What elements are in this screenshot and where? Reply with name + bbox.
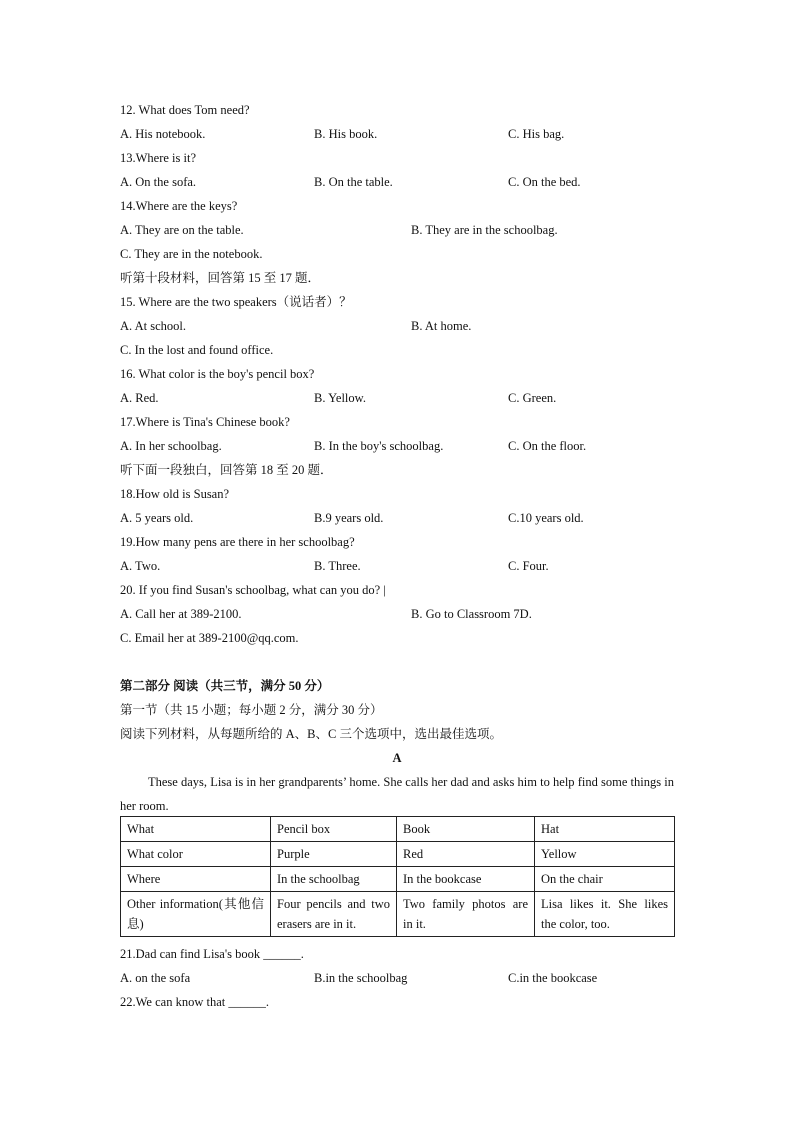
option-c: C.in the bookcase xyxy=(508,971,598,985)
option-a: A. On the sofa. xyxy=(120,175,197,189)
passage-label: A xyxy=(392,751,402,765)
option-a: A. At school. xyxy=(120,319,186,333)
question-18: 18.How old is Susan? xyxy=(120,487,230,501)
option-b: B.in the schoolbag xyxy=(314,971,408,985)
table-cell: Red xyxy=(397,842,535,867)
table-cell: Lisa likes it. She likes the color, too. xyxy=(535,892,675,937)
question-21: 21.Dad can find Lisa's book ______. xyxy=(120,947,304,961)
table-cell: Hat xyxy=(535,817,675,842)
option-a: A. Red. xyxy=(120,391,159,405)
option-c: C. Green. xyxy=(508,391,557,405)
option-a: A. His notebook. xyxy=(120,127,206,141)
listening-instruction-monologue: 听下面一段独白，回答第 18 至 20 题． xyxy=(120,463,333,477)
option-c: C. They are in the notebook. xyxy=(120,247,263,261)
question-17: 17.Where is Tina's Chinese book? xyxy=(120,415,290,429)
passage-text xyxy=(120,770,674,818)
part-2-heading: 第二部分 阅读（共三节，满分 50 分） xyxy=(120,679,330,693)
table-row xyxy=(121,867,675,892)
option-c: C. In the lost and found office. xyxy=(120,343,274,357)
table-cell: Two family photos are in it. xyxy=(397,892,535,937)
question-16: 16. What color is the boy's pencil box? xyxy=(120,367,315,381)
option-a: A. Two. xyxy=(120,559,161,573)
table-cell: On the chair xyxy=(535,867,675,892)
option-a: A. on the sofa xyxy=(120,971,191,985)
passage-paragraph: These days, Lisa is in her grandparents’ home. She calls her dad and asks him to help find some things in her room. xyxy=(120,775,674,813)
option-a: A. They are on the table. xyxy=(120,223,244,237)
question-22: 22.We can know that ______. xyxy=(120,995,269,1009)
question-12: 12. What does Tom need? xyxy=(120,103,250,117)
option-b: B. Yellow. xyxy=(314,391,366,405)
table-cell: Book xyxy=(397,817,535,842)
table-cell: Purple xyxy=(271,842,397,867)
option-a: A. 5 years old. xyxy=(120,511,194,525)
option-b: B. His book. xyxy=(314,127,378,141)
info-table xyxy=(120,816,675,937)
table-cell: In the bookcase xyxy=(397,867,535,892)
question-15: 15. Where are the two speakers（说话者）？ xyxy=(120,295,352,309)
option-c: C. Four. xyxy=(508,559,549,573)
option-b: B. Three. xyxy=(314,559,361,573)
option-b: B. In the boy's schoolbag. xyxy=(314,439,444,453)
option-c: C. Email her at 389-2100@qq.com. xyxy=(120,631,299,645)
table-cell: In the schoolbag xyxy=(271,867,397,892)
table-cell: Where xyxy=(121,867,271,892)
question-19: 19.How many pens are there in her schoolbag? xyxy=(120,535,355,549)
section-1-heading: 第一节（共 15 小题；每小题 2 分，满分 30 分） xyxy=(120,703,383,717)
table-row xyxy=(121,892,675,937)
table-cell: Yellow xyxy=(535,842,675,867)
option-c: C. On the floor. xyxy=(508,439,587,453)
option-b: B. Go to Classroom 7D. xyxy=(411,607,532,621)
table-cell: What xyxy=(121,817,271,842)
listening-instruction-section-10: 听第十段材料，回答第 15 至 17 题． xyxy=(120,271,321,285)
option-b: B.9 years old. xyxy=(314,511,384,525)
table-cell: Four pencils and two erasers are in it. xyxy=(271,892,397,937)
question-13: 13.Where is it? xyxy=(120,151,197,165)
option-c: C. His bag. xyxy=(508,127,565,141)
table-row xyxy=(121,817,675,842)
option-b: B. On the table. xyxy=(314,175,393,189)
reading-direction: 阅读下列材料，从每题所给的 A、B、C 三个选项中，选出最佳选项。 xyxy=(120,727,502,741)
option-a: A. Call her at 389-2100. xyxy=(120,607,242,621)
table-cell: What color xyxy=(121,842,271,867)
question-14: 14.Where are the keys? xyxy=(120,199,238,213)
table-row xyxy=(121,842,675,867)
option-a: A. In her schoolbag. xyxy=(120,439,222,453)
table-cell: Pencil box xyxy=(271,817,397,842)
option-b: B. At home. xyxy=(411,319,472,333)
option-c: C.10 years old. xyxy=(508,511,584,525)
option-c: C. On the bed. xyxy=(508,175,581,189)
question-20: 20. If you find Susan's schoolbag, what can you do? | xyxy=(120,583,386,597)
table-cell: Other information(其他信息) xyxy=(121,892,271,937)
option-b: B. They are in the schoolbag. xyxy=(411,223,558,237)
